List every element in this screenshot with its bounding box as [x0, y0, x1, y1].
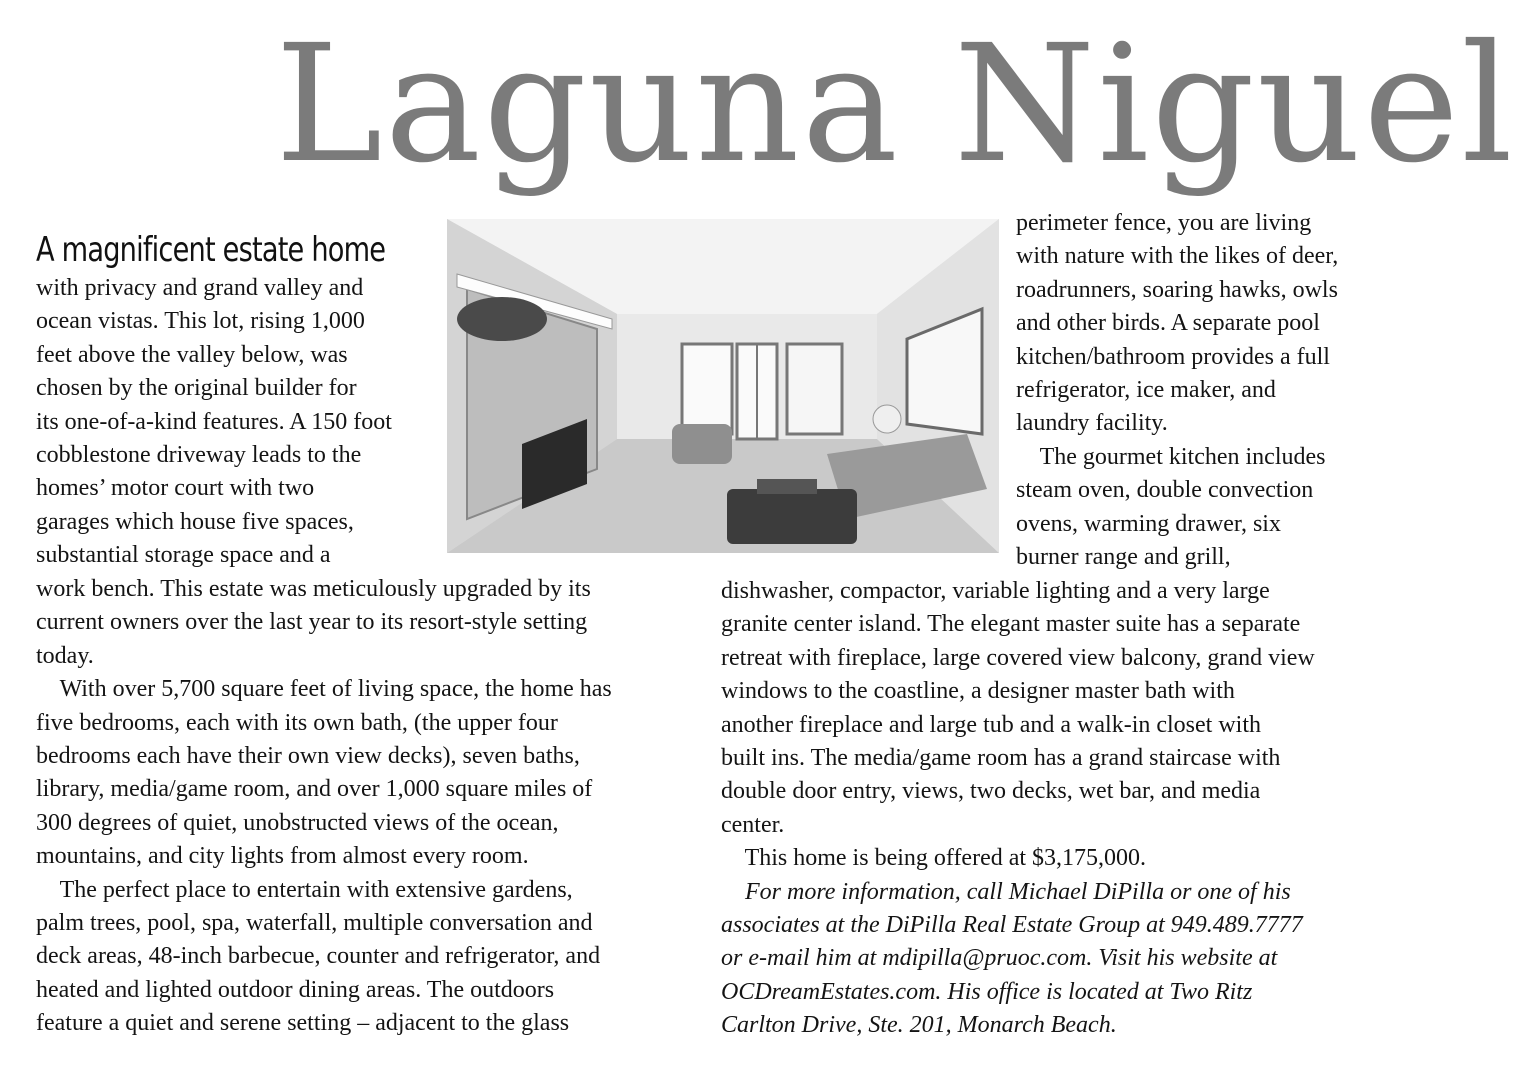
- contact-line: Carlton Drive, Ste. 201, Monarch Beach.: [721, 1012, 1117, 1039]
- text-line: with nature with the likes of deer,: [1016, 243, 1339, 270]
- text-line: and other birds. A separate pool: [1016, 310, 1320, 337]
- text-line: windows to the coastline, a designer master bath with: [721, 678, 1235, 705]
- text-line: granite center island. The elegant master suite has a separate: [721, 611, 1301, 638]
- text-line: kitchen/bathroom provides a full: [1016, 343, 1330, 370]
- contact-line: OCDreamEstates.com. His office is located at Two Ritz: [721, 978, 1253, 1005]
- living-room-photo: [447, 219, 999, 553]
- text-line: center.: [721, 811, 785, 838]
- text-line: today.: [36, 642, 94, 669]
- text-line: homes’ motor court with two: [36, 475, 315, 502]
- text-line: work bench. This estate was meticulously upgraded by its: [36, 576, 591, 602]
- text-line: steam oven, double convection: [1016, 477, 1314, 504]
- text-line: roadrunners, soaring hawks, owls: [1016, 276, 1338, 303]
- right-column-top: [1016, 207, 1396, 577]
- text-line: ovens, warming drawer, six: [1016, 510, 1281, 537]
- text-line: retreat with fireplace, large covered view balcony, grand view: [721, 644, 1315, 671]
- text-line: refrigerator, ice maker, and: [1016, 377, 1276, 403]
- text-line: bedrooms each have their own view decks), seven baths,: [36, 743, 580, 769]
- text-line: feet above the valley below, was: [36, 341, 348, 368]
- text-line: 300 degrees of quiet, unobstructed views of the ocean,: [36, 809, 559, 836]
- text-line: its one-of-a-kind features. A 150 foot: [36, 408, 392, 435]
- text-line: palm trees, pool, spa, waterfall, multiple conversation and: [36, 910, 593, 936]
- text-line: chosen by the original builder for: [36, 375, 357, 402]
- text-line: mountains, and city lights from almost every room.: [36, 843, 529, 870]
- text-line: laundry facility.: [1016, 410, 1168, 437]
- text-line: five bedrooms, each with its own bath, (the upper four: [36, 709, 558, 736]
- text-line: ocean vistas. This lot, rising 1,000: [36, 308, 365, 335]
- text-line: another fireplace and large tub and a walk-in closet with: [721, 711, 1262, 738]
- contact-line: or e-mail him at mdipilla@pruoc.com. Visit his website at: [721, 945, 1278, 972]
- text-line: library, media/game room, and over 1,000 square miles of: [36, 776, 593, 803]
- text-line: cobblestone driveway leads to the: [36, 442, 362, 468]
- text-line: current owners over the last year to its resort-style setting: [36, 609, 588, 636]
- article-headline: A magnificent estate home: [36, 230, 386, 270]
- left-column-bottom: [36, 573, 696, 1043]
- text-line: substantial storage space and a: [36, 542, 331, 569]
- text-line: with privacy and grand valley and: [36, 275, 364, 301]
- right-column-bottom: [721, 575, 1401, 1045]
- contact-line: For more information, call Michael DiPilla or one of his: [721, 878, 1291, 905]
- left-column-top: [36, 272, 441, 573]
- price-line: This home is being offered at $3,175,000.: [721, 845, 1147, 872]
- text-line: burner range and grill,: [1016, 544, 1231, 570]
- text-line: With over 5,700 square feet of living space, the home has: [36, 676, 612, 703]
- text-line: The perfect place to entertain with extensive gardens,: [36, 876, 573, 903]
- text-line: double door entry, views, two decks, wet bar, and media: [721, 778, 1261, 805]
- text-line: The gourmet kitchen includes: [1016, 443, 1326, 470]
- text-line: feature a quiet and serene setting – adjacent to the glass: [36, 1010, 570, 1037]
- text-line: dishwasher, compactor, variable lighting and a very large: [721, 578, 1270, 604]
- page-title: Laguna Niguel: [275, 11, 1515, 199]
- text-line: garages which house five spaces,: [36, 508, 354, 535]
- contact-line: associates at the DiPilla Real Estate Group at 949.489.7777: [721, 912, 1303, 938]
- text-line: heated and lighted outdoor dining areas. The outdoors: [36, 976, 555, 1003]
- text-line: deck areas, 48-inch barbecue, counter and refrigerator, and: [36, 943, 601, 970]
- text-line: built ins. The media/game room has a grand staircase with: [721, 745, 1281, 771]
- text-line: perimeter fence, you are living: [1016, 210, 1312, 236]
